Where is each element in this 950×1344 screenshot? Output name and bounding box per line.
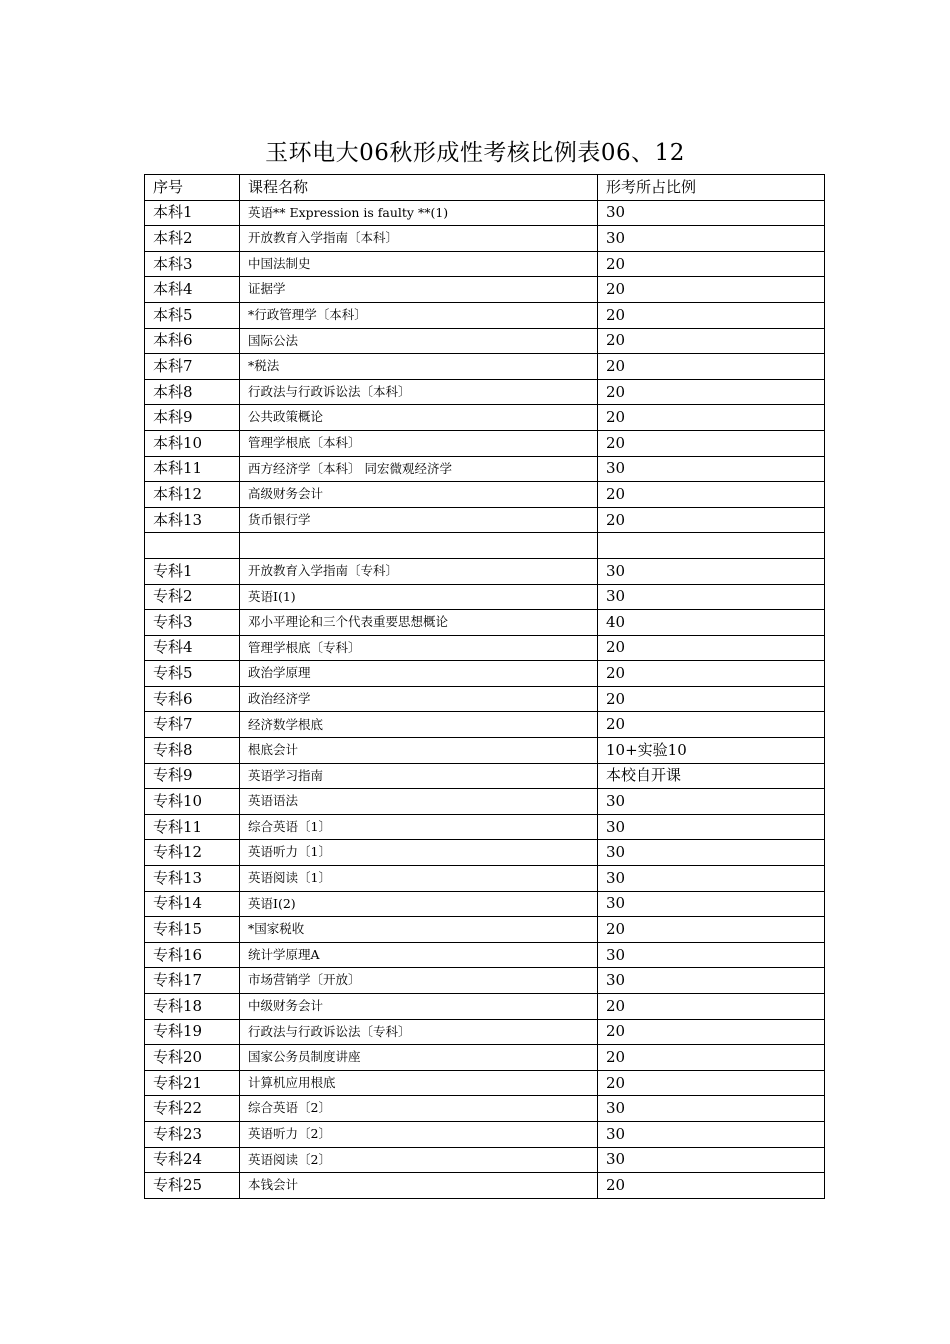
course-name-cell: 英语阅读〔1〕: [240, 866, 598, 892]
serial-cell: 专科25: [145, 1173, 240, 1199]
ratio-cell: 20: [598, 251, 825, 277]
serial-cell: 专科22: [145, 1096, 240, 1122]
serial-cell: 专科19: [145, 1019, 240, 1045]
course-name-cell: 国家公务员制度讲座: [240, 1045, 598, 1071]
table-row: [145, 1147, 825, 1173]
ratio-cell: 20: [598, 1045, 825, 1071]
ratio-cell: 20: [598, 328, 825, 354]
serial-cell: 本科9: [145, 405, 240, 431]
table-row: [145, 635, 825, 661]
ratio-cell: 20: [598, 482, 825, 508]
serial-cell: 专科18: [145, 994, 240, 1020]
course-name-cell: 综合英语〔1〕: [240, 814, 598, 840]
table-row: [145, 763, 825, 789]
table-row: [145, 917, 825, 943]
serial-cell: 专科1: [145, 558, 240, 584]
table-row: [145, 277, 825, 303]
course-name-cell: 政治经济学: [240, 686, 598, 712]
ratio-cell: 20: [598, 1070, 825, 1096]
serial-cell: 本科6: [145, 328, 240, 354]
course-name-cell: 西方经济学〔本科〕 同宏微观经济学: [240, 456, 598, 482]
serial-cell: 本科7: [145, 354, 240, 380]
ratio-cell: 20: [598, 379, 825, 405]
table-row: [145, 379, 825, 405]
course-name-cell: 经济数学根底: [240, 712, 598, 738]
ratio-cell: 30: [598, 840, 825, 866]
ratio-cell: 20: [598, 277, 825, 303]
table-row: [145, 482, 825, 508]
course-name-cell: 英语听力〔1〕: [240, 840, 598, 866]
table-row: [145, 1019, 825, 1045]
course-name-cell: 综合英语〔2〕: [240, 1096, 598, 1122]
course-name-cell: 计算机应用根底: [240, 1070, 598, 1096]
table-row: [145, 251, 825, 277]
serial-cell: 专科7: [145, 712, 240, 738]
table-row: [145, 456, 825, 482]
course-name-cell: 中级财务会计: [240, 994, 598, 1020]
ratio-cell: 20: [598, 405, 825, 431]
table-row: [145, 712, 825, 738]
course-name-cell: 高级财务会计: [240, 482, 598, 508]
ratio-cell: 30: [598, 789, 825, 815]
serial-cell: 本科10: [145, 430, 240, 456]
course-name-cell: 政治学原理: [240, 661, 598, 687]
serial-cell: 专科6: [145, 686, 240, 712]
course-name-cell: 英语Ⅰ(1): [240, 584, 598, 610]
serial-cell: 本科8: [145, 379, 240, 405]
serial-cell: 专科24: [145, 1147, 240, 1173]
table-row: [145, 1121, 825, 1147]
serial-cell: 专科16: [145, 942, 240, 968]
ratio-cell: 30: [598, 226, 825, 252]
ratio-cell: 30: [598, 1096, 825, 1122]
course-name-cell: 国际公法: [240, 328, 598, 354]
ratio-cell: 20: [598, 302, 825, 328]
table-row: [145, 1096, 825, 1122]
course-name-cell: 证据学: [240, 277, 598, 303]
ratio-cell: 30: [598, 1147, 825, 1173]
ratio-cell: 20: [598, 507, 825, 533]
table-row: [145, 994, 825, 1020]
ratio-cell: 20: [598, 635, 825, 661]
ratio-cell: 20: [598, 686, 825, 712]
ratio-cell: 本校自开课: [598, 763, 825, 789]
ratio-cell: 20: [598, 917, 825, 943]
ratio-cell: 10+实验10: [598, 738, 825, 764]
serial-cell: 本科12: [145, 482, 240, 508]
ratio-cell: 30: [598, 456, 825, 482]
course-name-cell: 管理学根底〔本科〕: [240, 430, 598, 456]
course-name-cell: 行政法与行政诉讼法〔专科〕: [240, 1019, 598, 1045]
table-header-row: [145, 175, 825, 201]
table-row: [145, 354, 825, 380]
table-row: [145, 507, 825, 533]
course-name-cell: 统计学原理A: [240, 942, 598, 968]
table-row: [145, 1173, 825, 1199]
table-row: [145, 840, 825, 866]
serial-cell: 专科4: [145, 635, 240, 661]
serial-cell: 专科13: [145, 866, 240, 892]
serial-cell: 本科4: [145, 277, 240, 303]
course-name-cell: 英语阅读〔2〕: [240, 1147, 598, 1173]
ratio-cell: 30: [598, 558, 825, 584]
serial-cell: 专科8: [145, 738, 240, 764]
serial-cell: 专科2: [145, 584, 240, 610]
ratio-cell: 30: [598, 200, 825, 226]
table-row: [145, 584, 825, 610]
course-name-cell: 市场营销学〔开放〕: [240, 968, 598, 994]
serial-cell: 专科23: [145, 1121, 240, 1147]
serial-cell: 专科10: [145, 789, 240, 815]
table-row: [145, 405, 825, 431]
serial-cell: 专科9: [145, 763, 240, 789]
serial-cell: 本科3: [145, 251, 240, 277]
table-row: [145, 200, 825, 226]
document-title: 玉环电大06秋形成性考核比例表06、12: [265, 140, 685, 166]
table-row: [145, 1045, 825, 1071]
header-course-name: 课程名称: [240, 175, 598, 201]
serial-cell: 专科21: [145, 1070, 240, 1096]
table-row: [145, 328, 825, 354]
serial-cell: 专科5: [145, 661, 240, 687]
course-name-cell: 本钱会计: [240, 1173, 598, 1199]
table-row: [145, 738, 825, 764]
course-name-cell: 英语Ⅰ(2): [240, 891, 598, 917]
table-row: [145, 686, 825, 712]
course-name-cell: 货币银行学: [240, 507, 598, 533]
course-name-cell: *税法: [240, 354, 598, 380]
ratio-cell: [598, 533, 825, 559]
serial-cell: 本科2: [145, 226, 240, 252]
serial-cell: 专科14: [145, 891, 240, 917]
ratio-cell: 30: [598, 584, 825, 610]
serial-cell: 本科5: [145, 302, 240, 328]
course-name-cell: 开放教育入学指南〔本科〕: [240, 226, 598, 252]
ratio-cell: 30: [598, 968, 825, 994]
serial-cell: 专科17: [145, 968, 240, 994]
serial-cell: 专科11: [145, 814, 240, 840]
ratio-cell: 30: [598, 866, 825, 892]
table-row: [145, 302, 825, 328]
ratio-cell: 20: [598, 712, 825, 738]
table-row: [145, 533, 825, 559]
course-name-cell: 行政法与行政诉讼法〔本科〕: [240, 379, 598, 405]
ratio-cell: 30: [598, 891, 825, 917]
table-row: [145, 610, 825, 636]
course-name-cell: 邓小平理论和三个代表重要思想概论: [240, 610, 598, 636]
course-name-cell: *国家税收: [240, 917, 598, 943]
serial-cell: 专科15: [145, 917, 240, 943]
header-serial: 序号: [145, 175, 240, 201]
ratio-cell: 30: [598, 942, 825, 968]
ratio-cell: 20: [598, 354, 825, 380]
serial-cell: 专科3: [145, 610, 240, 636]
table-row: [145, 866, 825, 892]
course-name-cell: 中国法制史: [240, 251, 598, 277]
ratio-cell: 30: [598, 814, 825, 840]
table-row: [145, 968, 825, 994]
table-row: [145, 661, 825, 687]
table-row: [145, 430, 825, 456]
course-name-cell: 英语语法: [240, 789, 598, 815]
serial-cell: 本科1: [145, 200, 240, 226]
table-row: [145, 789, 825, 815]
course-name-cell: 开放教育入学指南〔专科〕: [240, 558, 598, 584]
table-row: [145, 814, 825, 840]
serial-cell: [145, 533, 240, 559]
table-row: [145, 226, 825, 252]
header-ratio: 形考所占比例: [598, 175, 825, 201]
ratio-cell: 20: [598, 994, 825, 1020]
course-name-cell: 英语听力〔2〕: [240, 1121, 598, 1147]
course-name-cell: [240, 533, 598, 559]
table-row: [145, 1070, 825, 1096]
ratio-cell: 30: [598, 1121, 825, 1147]
serial-cell: 专科12: [145, 840, 240, 866]
course-name-cell: 管理学根底〔专科〕: [240, 635, 598, 661]
assessment-ratio-table: [144, 174, 825, 1199]
course-name-cell: *行政管理学〔本科〕: [240, 302, 598, 328]
table-row: [145, 942, 825, 968]
course-name-cell: 根底会计: [240, 738, 598, 764]
course-name-cell: 英语** Expression is faulty **(1): [240, 200, 598, 226]
table-row: [145, 558, 825, 584]
ratio-cell: 20: [598, 1019, 825, 1045]
course-name-cell: 英语学习指南: [240, 763, 598, 789]
serial-cell: 本科11: [145, 456, 240, 482]
ratio-cell: 20: [598, 661, 825, 687]
ratio-cell: 20: [598, 430, 825, 456]
table-row: [145, 891, 825, 917]
course-name-cell: 公共政策概论: [240, 405, 598, 431]
serial-cell: 专科20: [145, 1045, 240, 1071]
ratio-cell: 40: [598, 610, 825, 636]
serial-cell: 本科13: [145, 507, 240, 533]
ratio-cell: 20: [598, 1173, 825, 1199]
